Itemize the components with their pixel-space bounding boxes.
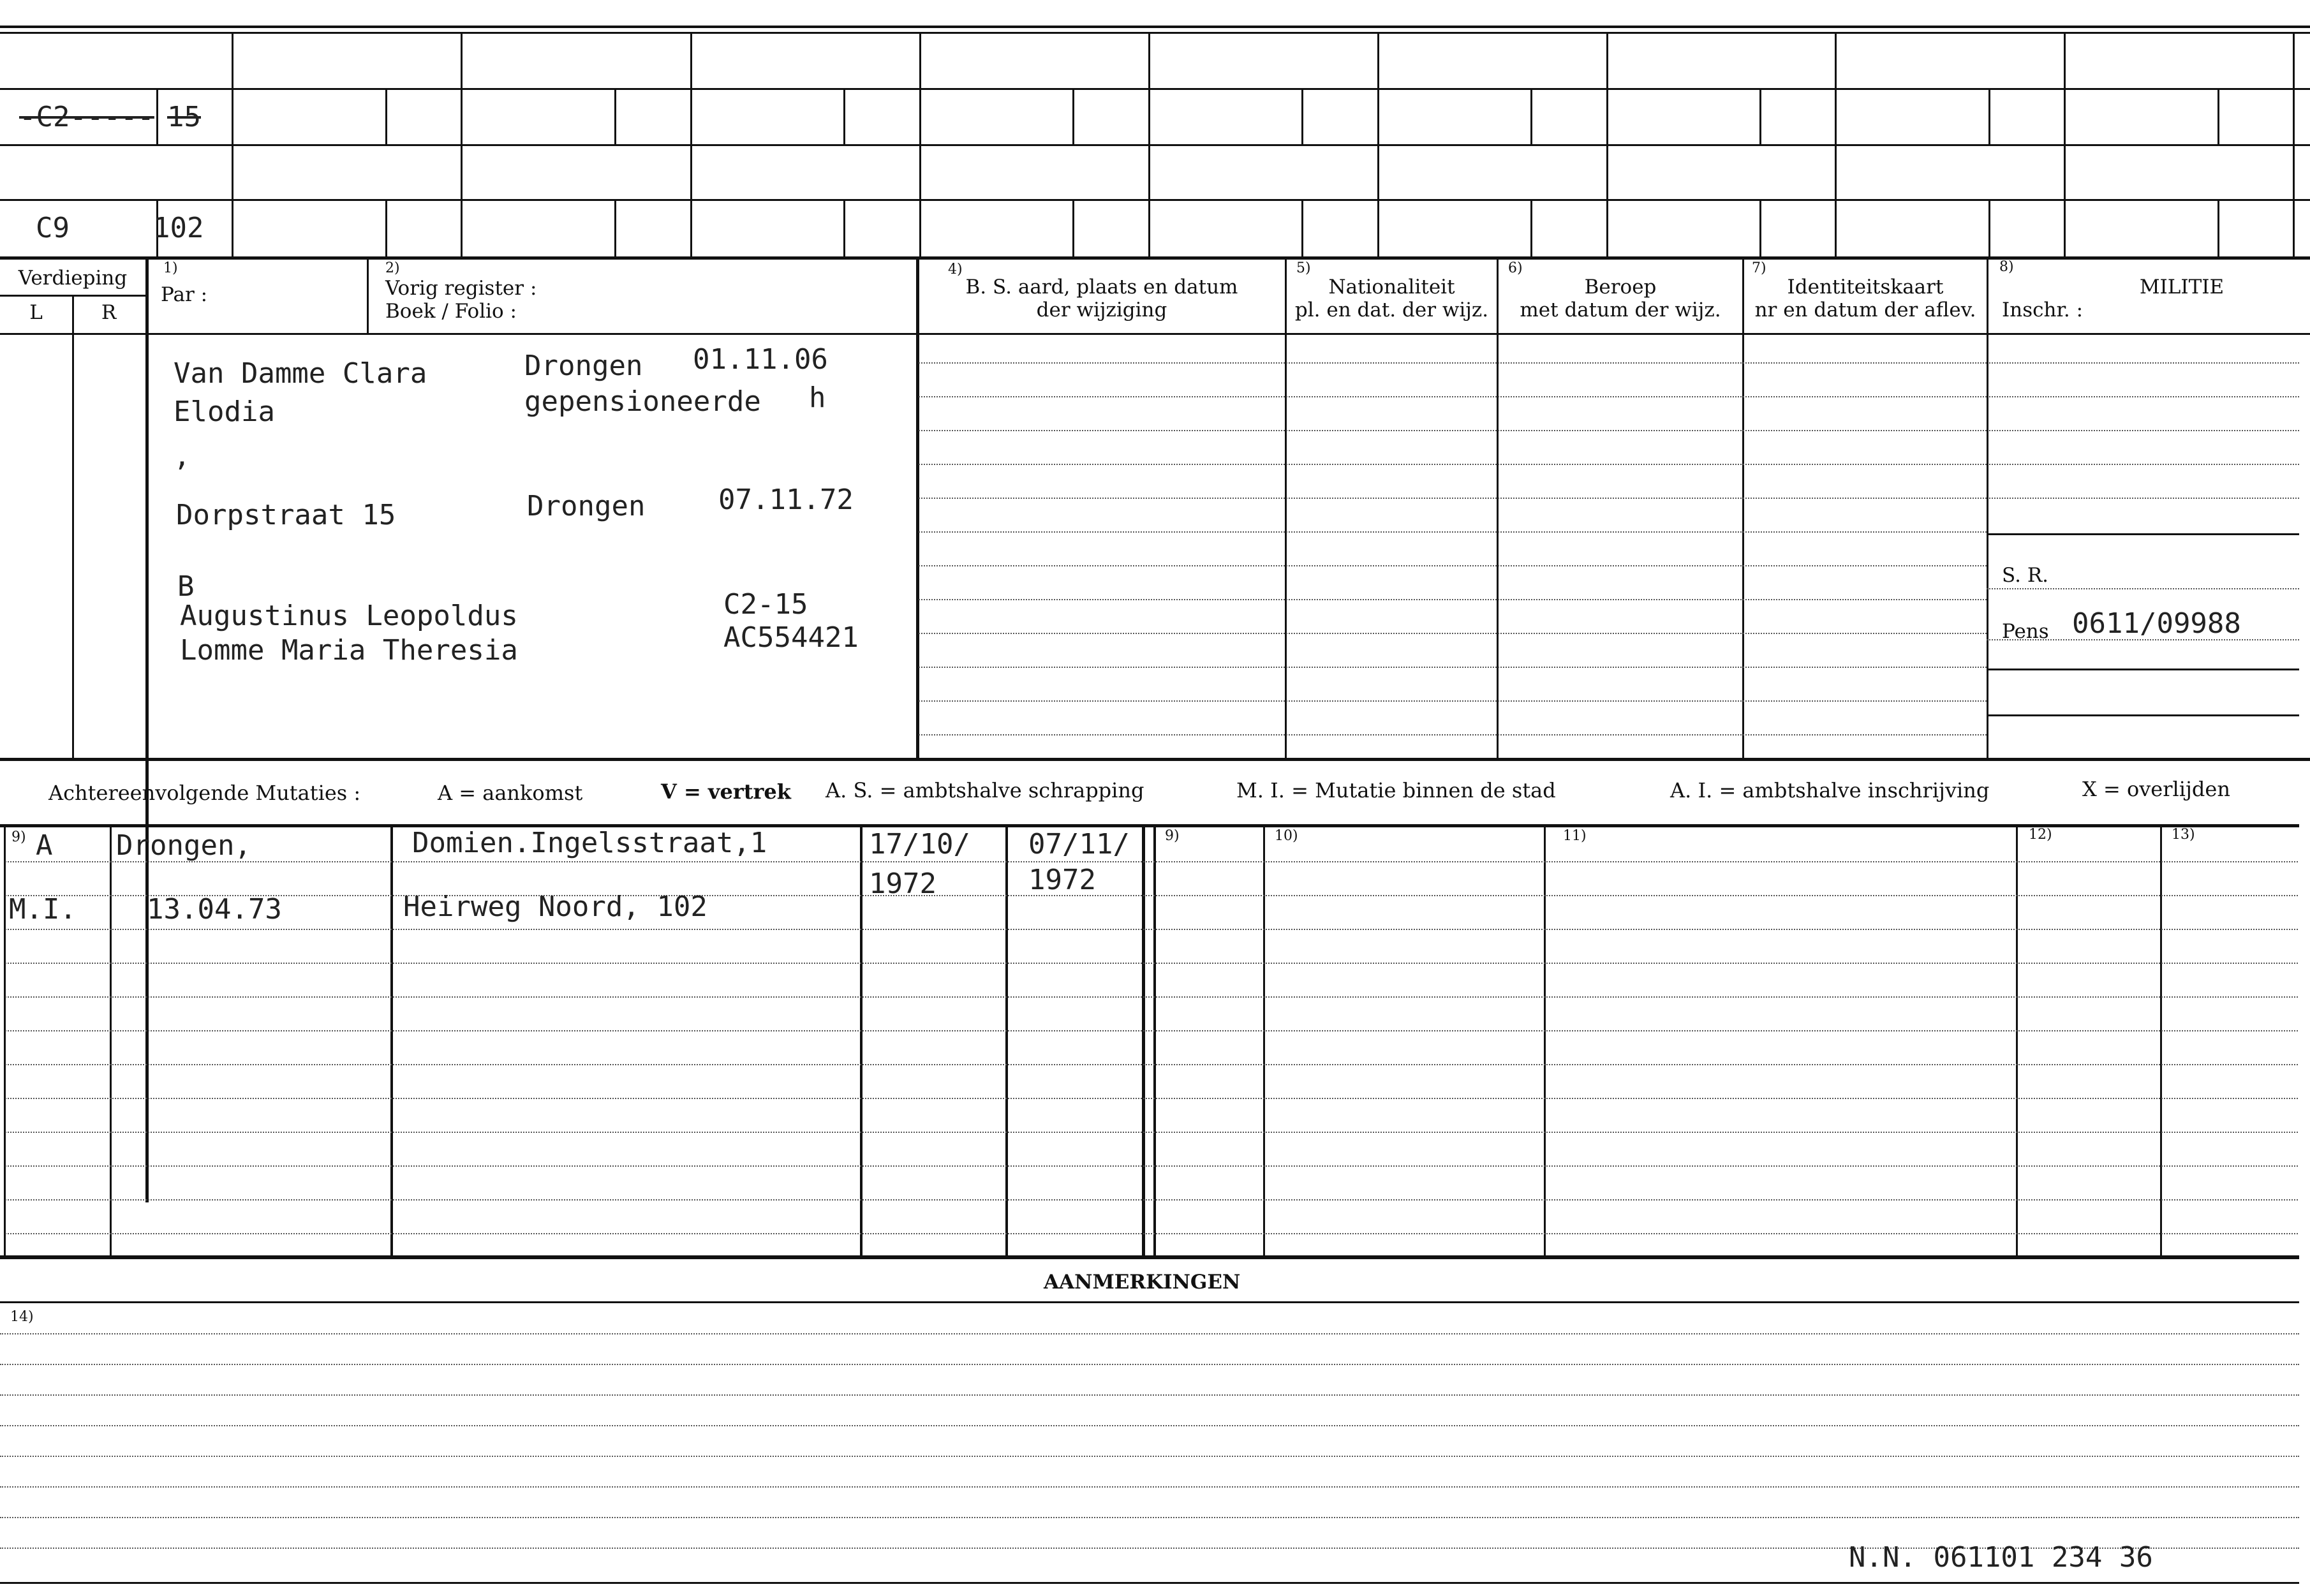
spouse-line2: Lomme Maria Theresia	[180, 634, 518, 667]
ruling-line	[919, 498, 1987, 499]
ruling-line	[0, 1456, 2299, 1457]
ruling-line	[5, 861, 2298, 862]
ruling-line	[919, 396, 1987, 397]
legend-mi: M. I. = Mutatie binnen de stad	[1236, 778, 1556, 802]
col5-num: 5)	[1296, 260, 1311, 276]
ruling-line	[5, 929, 2298, 930]
ruling-line	[919, 599, 1987, 600]
remarks-title: AANMERKINGEN	[1044, 1271, 1241, 1294]
verdieping-label: Verdieping	[18, 267, 128, 290]
id-line2: AC554421	[723, 621, 859, 654]
address: Dorpstraat 15	[176, 499, 396, 531]
ruling-line	[5, 996, 2298, 998]
comma-mark: ,	[174, 440, 191, 473]
col8-num: 8)	[1999, 259, 2014, 275]
legend-ai: A. I. = ambtshalve inschrijving	[1670, 778, 1990, 802]
ruling-line	[1989, 362, 2299, 364]
mut-row1-date2b: 1972	[1028, 864, 1096, 896]
col5-line1: Nationaliteit	[1328, 276, 1455, 299]
ruling-line	[919, 430, 1987, 431]
r-label: R	[101, 301, 117, 324]
ruling-line	[919, 700, 1987, 702]
ruling-line	[0, 1364, 2299, 1365]
spouse-line1: Augustinus Leopoldus	[180, 600, 518, 632]
ruling-line	[919, 633, 1987, 634]
ruling-line	[5, 1098, 2298, 1099]
pens-label: Pens	[2002, 620, 2049, 643]
mut-row1-type: A	[36, 829, 53, 862]
l-label: L	[29, 301, 43, 324]
pens-value: 0611/09988	[2072, 607, 2241, 640]
col4-num: 4)	[948, 262, 963, 277]
legend-x: X = overlijden	[2082, 777, 2230, 801]
col6-num: 6)	[1508, 260, 1523, 276]
mut-num9-right: 9)	[1165, 828, 1180, 844]
gender: h	[809, 381, 826, 414]
mut-num13: 13)	[2172, 827, 2195, 843]
mut-row1-date1a: 17/10/	[869, 828, 970, 861]
col7-line2: nr en datum der aflev.	[1754, 299, 1976, 321]
remarks-num: 14)	[10, 1309, 34, 1325]
mut-row2-date: 13.04.73	[147, 893, 282, 926]
legend-as: A. S. = ambtshalve schrapping	[826, 778, 1144, 802]
mut-num9-left: 9)	[11, 829, 26, 845]
ruling-line	[919, 464, 1987, 465]
col5-line2: pl. en dat. der wijz.	[1294, 299, 1489, 321]
ruling-line	[1989, 498, 2299, 499]
top-row1-left: -C2-----	[19, 101, 154, 133]
ruling-line	[919, 734, 1987, 735]
legend-v: V = vertrek	[661, 780, 791, 804]
mut-num12: 12)	[2029, 827, 2052, 843]
marker-b: B	[177, 570, 195, 603]
ruling-line	[1989, 464, 2299, 465]
mut-num10: 10)	[1275, 828, 1298, 844]
mut-row1-street: Domien.Ingelsstraat,1	[412, 827, 767, 859]
birth-date: 01.11.06	[693, 343, 828, 376]
col1-num: 1)	[163, 260, 178, 276]
address-date: 07.11.72	[718, 484, 854, 516]
ruling-line	[5, 963, 2298, 964]
col4-line2: der wijziging	[1036, 299, 1167, 321]
ruling-line	[0, 1333, 2299, 1334]
nn-number: N.N. 061101 234 36	[1849, 1541, 2153, 1574]
id-line1: C2-15	[723, 588, 808, 621]
ruling-line	[5, 1199, 2298, 1201]
ruling-line	[5, 1064, 2298, 1065]
ruling-line	[5, 1165, 2298, 1167]
person-name-line1: Van Damme Clara	[174, 357, 427, 390]
birth-place: Drongen	[524, 350, 643, 382]
ruling-line	[0, 1517, 2299, 1518]
col7-line1: Identiteitskaart	[1787, 276, 1944, 299]
ruling-line	[0, 1394, 2299, 1396]
col6-line2: met datum der wijz.	[1520, 299, 1721, 321]
mut-row1-date1b: 1972	[869, 868, 937, 900]
mut-row2-type: M.I.	[9, 893, 77, 926]
ruling-line	[919, 531, 1987, 533]
ruling-line	[0, 1425, 2299, 1426]
ruling-line	[5, 1030, 2298, 1031]
legend-a: A = aankomst	[438, 781, 583, 805]
col2-line2: Boek / Folio :	[385, 300, 517, 323]
sr-label: S. R.	[2002, 564, 2049, 587]
ruling-line	[0, 1486, 2299, 1488]
col8-inschr: Inschr. :	[2002, 299, 2084, 321]
col1-label: Par :	[161, 283, 208, 306]
mut-row1-place: Drongen,	[116, 829, 251, 862]
ruling-line	[1989, 396, 2299, 397]
ruling-line	[1989, 430, 2299, 431]
top-row2-left: C9	[36, 212, 70, 244]
mut-num11: 11)	[1563, 828, 1587, 844]
top-row1-right: 15	[167, 101, 201, 133]
ruling-line	[919, 362, 1987, 364]
address-city: Drongen	[527, 490, 646, 522]
ruling-line	[919, 667, 1987, 668]
ruling-line	[5, 1233, 2298, 1234]
ruling-line	[919, 565, 1987, 566]
top-row2-right: 102	[153, 212, 204, 244]
person-name-line2: Elodia	[174, 395, 275, 428]
col2-line1: Vorig register :	[385, 277, 537, 300]
col7-num: 7)	[1752, 260, 1766, 276]
col6-line1: Beroep	[1584, 276, 1657, 299]
mut-row2-street: Heirweg Noord, 102	[403, 890, 707, 923]
ruling-line	[5, 1132, 2298, 1133]
col2-num: 2)	[385, 260, 400, 276]
ruling-line	[5, 895, 2298, 896]
col8-title: MILITIE	[2139, 276, 2225, 299]
occupation: gepensioneerde	[524, 385, 761, 418]
legend-title: Achtereenvolgende Mutaties :	[48, 781, 361, 805]
mut-row1-date2a: 07/11/	[1028, 828, 1130, 861]
col4-line1: B. S. aard, plaats en datum	[965, 276, 1238, 299]
